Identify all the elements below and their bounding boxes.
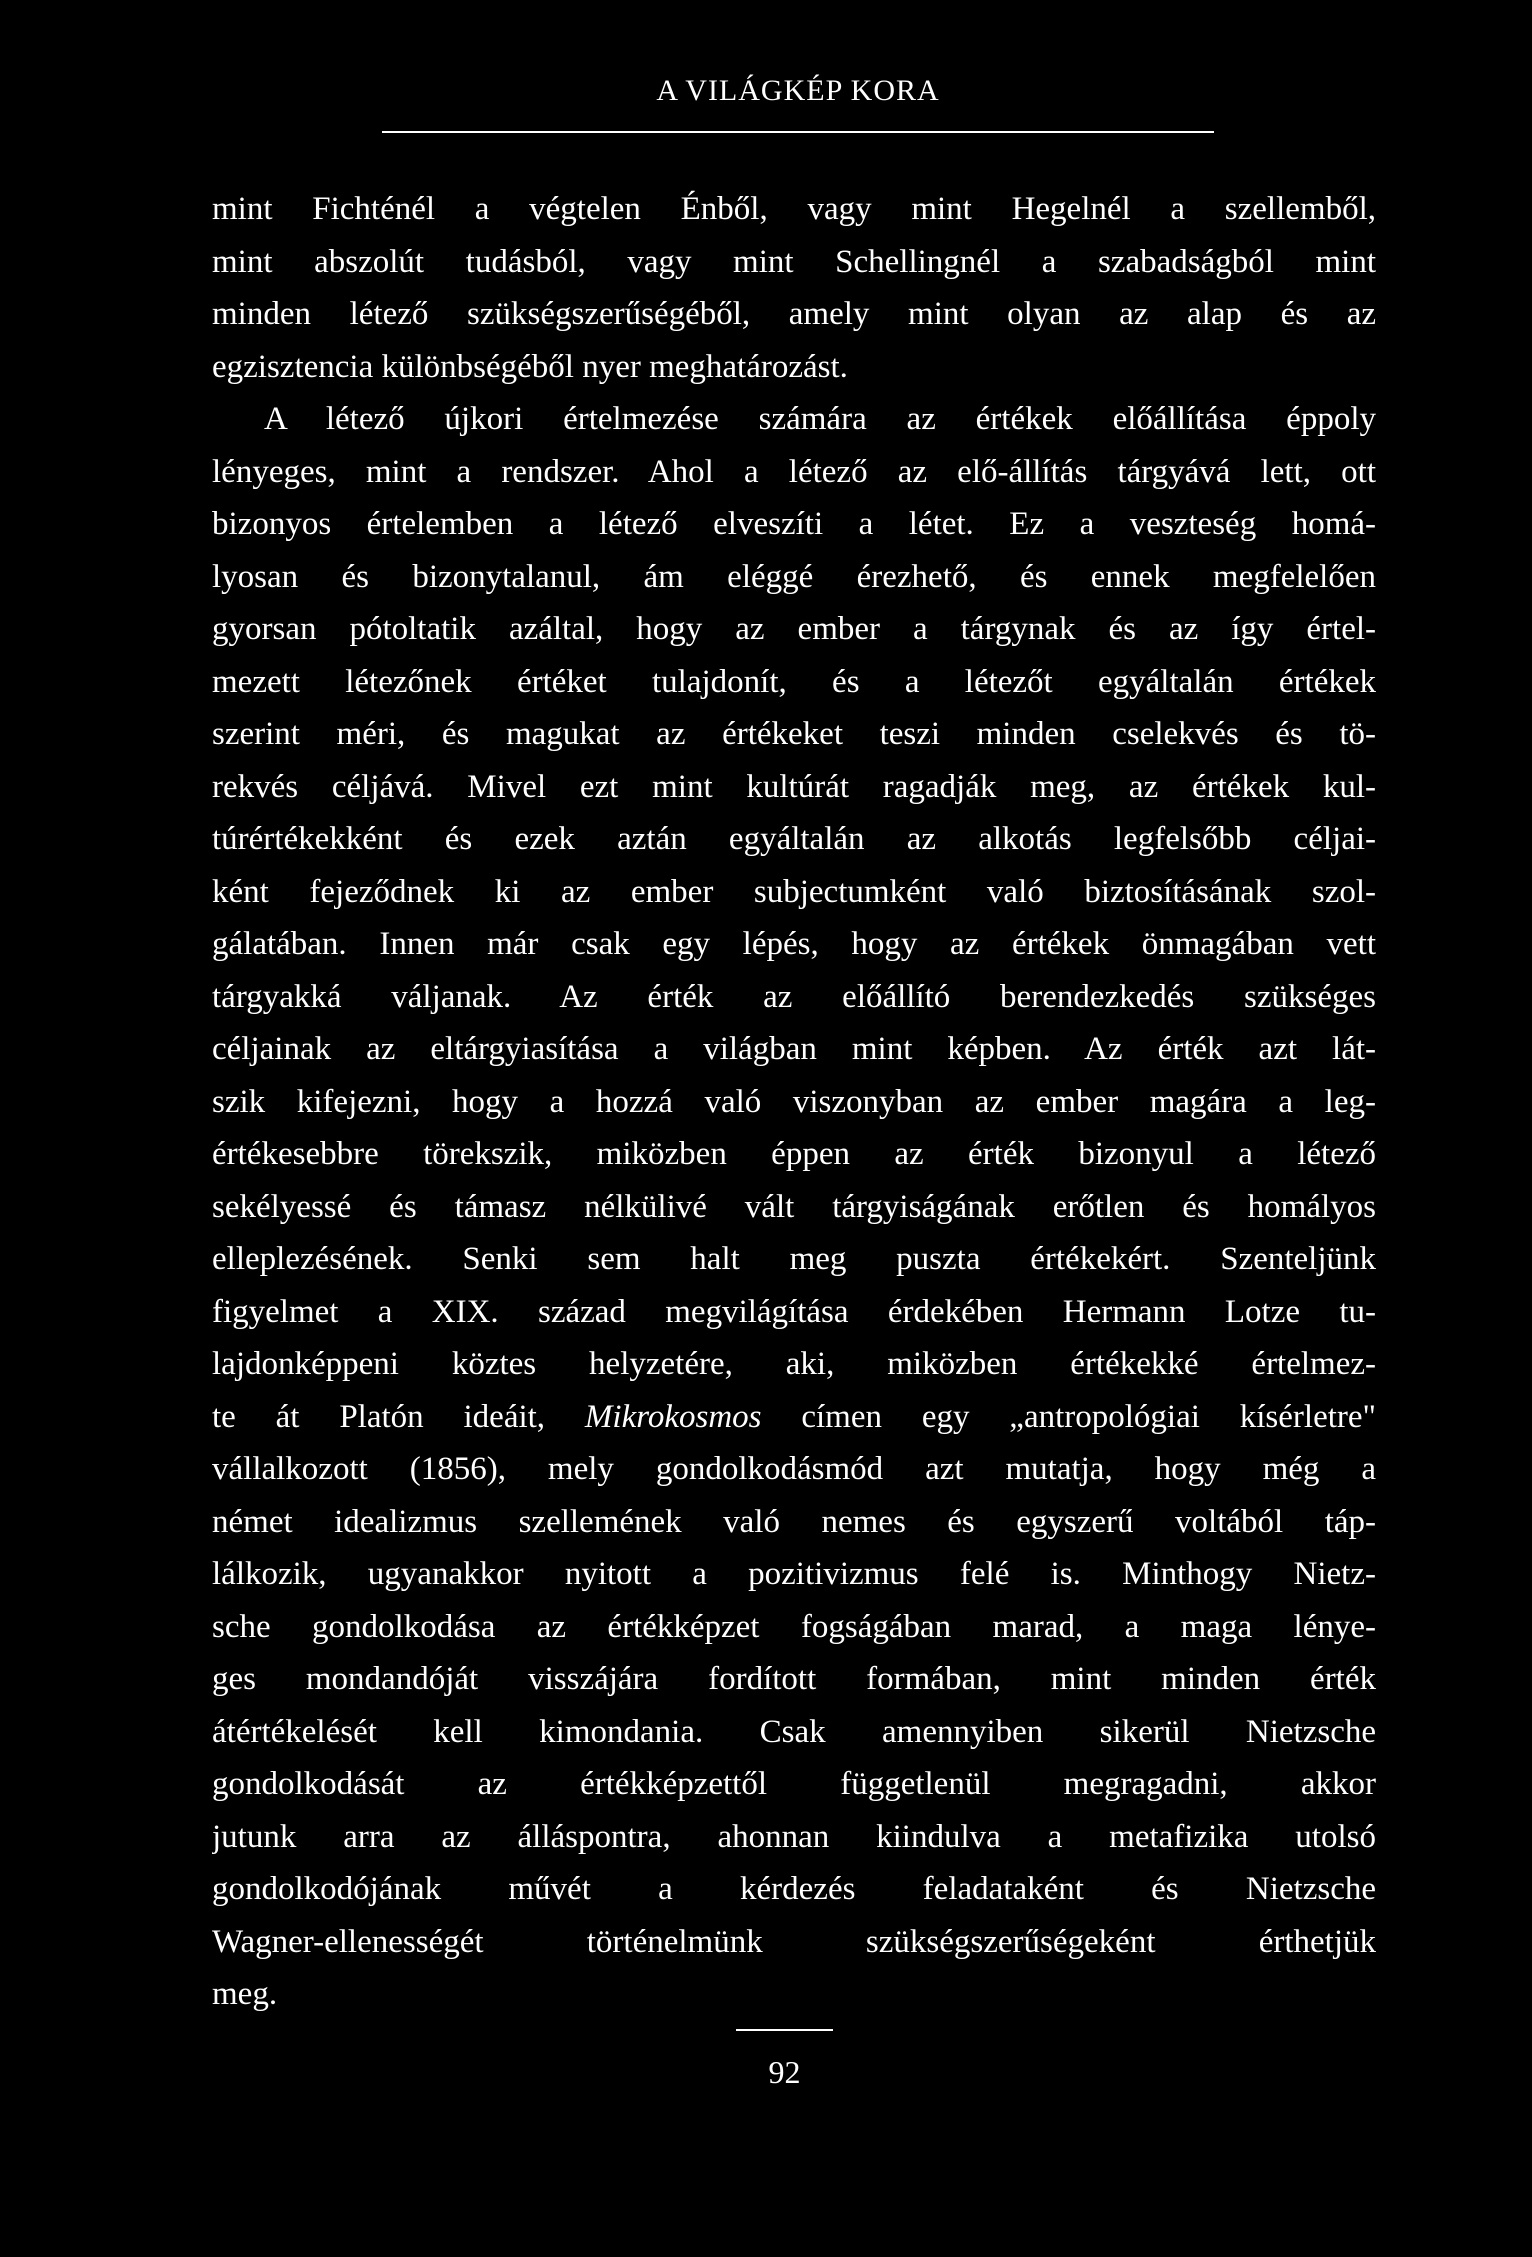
text-line: lajdonképpeni köztes helyzetére, aki, miközben értékekké értelmez-	[212, 1346, 1376, 1382]
text-line: tárgyakká váljanak. Az érték az előállító berendezkedés szükséges	[212, 978, 1376, 1015]
text-line: lálkozik, ugyanakkor nyitott a pozitivizmus felé is. Minthogy Nietz-	[212, 1556, 1376, 1592]
text-line: egzisztencia különbségéből nyer meghatározást.	[212, 348, 848, 385]
header-rule	[382, 131, 1214, 133]
text-line: sekélyessé és támasz nélkülivé vált tárgyiságának erőtlen és homályos	[212, 1188, 1376, 1225]
text-line: A létező újkori értelmezése számára az értékek előállítása éppoly	[264, 401, 1376, 437]
text-line: mint Fichténél a végtelen Énből, vagy mint Hegelnél a szellemből,	[212, 191, 1376, 227]
text-line: minden létező szükségszerűségéből, amely mint olyan az alap és az	[212, 296, 1376, 332]
text-line: jutunk arra az álláspontra, ahonnan kiindulva a metafizika utolsó	[212, 1818, 1376, 1855]
page-number: 92	[768, 2054, 801, 2090]
text-line: német idealizmus szellemének való nemes és egyszerű voltából táp-	[212, 1503, 1376, 1540]
text-line: gyorsan pótoltatik azáltal, hogy az ember a tárgynak és az így értel-	[212, 611, 1376, 647]
text-line: rekvés céljává. Mivel ezt mint kultúrát ragadják meg, az értékek kul-	[212, 768, 1376, 805]
text-line: vállalkozott (1856), mely gondolkodásmód azt mutatja, hogy még a	[212, 1451, 1376, 1487]
text-line: elleplezésének. Senki sem halt meg puszta értékekért. Szenteljünk	[212, 1241, 1376, 1277]
text-line: átértékelését kell kimondania. Csak amennyiben sikerül Nietzsche	[212, 1713, 1376, 1750]
running-head: A VILÁGKÉP KORA	[656, 74, 940, 107]
text-line: mezett létezőnek értéket tulajdonít, és a létezőt egyáltalán értékek	[212, 663, 1376, 700]
text-segment: címen egy „antropológiai kísérletre"	[801, 1398, 1376, 1435]
text-line: gálatában. Innen már csak egy lépés, hogy az értékek önmagában vett	[212, 926, 1376, 962]
body-text	[212, 183, 1376, 2021]
text-line: értékesebbre törekszik, miközben éppen az érték bizonyul a létező	[212, 1136, 1376, 1172]
text-line: meg.	[212, 1976, 278, 2012]
text-line: ként fejeződnek ki az ember subjectumként való biztosításának szol-	[212, 873, 1376, 910]
text-line: lyosan és bizonytalanul, ám eléggé érezhető, és ennek megfelelően	[212, 558, 1376, 595]
text-line: lényeges, mint a rendszer. Ahol a létező az elő-állítás tárgyává lett, ott	[212, 453, 1376, 490]
text-line: túrértékekként és ezek aztán egyáltalán az alkotás legfelsőbb céljai-	[212, 821, 1376, 857]
italic-title: Mikrokosmos	[584, 1398, 762, 1435]
text-line	[212, 1391, 1376, 1444]
text-line: ges mondandóját visszájára fordított formában, mint minden érték	[212, 1661, 1376, 1697]
text-line: céljainak az eltárgyiasítása a világban mint képben. Az érték azt lát-	[212, 1031, 1376, 1067]
text-line: gondolkodójának művét a kérdezés feladataként és Nietzsche	[212, 1871, 1376, 1907]
text-line: Wagner-ellenességét történelmünk szükségszerűségeként érthetjük	[212, 1923, 1376, 1960]
text-segment: te át Platón ideáit,	[212, 1398, 546, 1435]
footer-rule	[736, 2029, 833, 2031]
text-line: bizonyos értelemben a létező elveszíti a létet. Ez a veszteség homá-	[212, 506, 1376, 542]
text-line: szerint méri, és magukat az értékeket teszi minden cselekvés és tö-	[212, 716, 1376, 752]
text-line: szik kifejezni, hogy a hozzá való viszonyban az ember magára a leg-	[212, 1083, 1376, 1120]
text-line: gondolkodását az értékképzettől függetlenül megragadni, akkor	[212, 1766, 1376, 1802]
text-line: figyelmet a XIX. század megvilágítása érdekében Hermann Lotze tu-	[212, 1293, 1376, 1330]
text-line: mint abszolút tudásból, vagy mint Schellingnél a szabadságból mint	[212, 243, 1376, 280]
text-line: sche gondolkodása az értékképzet fogságában marad, a maga lénye-	[212, 1608, 1376, 1645]
